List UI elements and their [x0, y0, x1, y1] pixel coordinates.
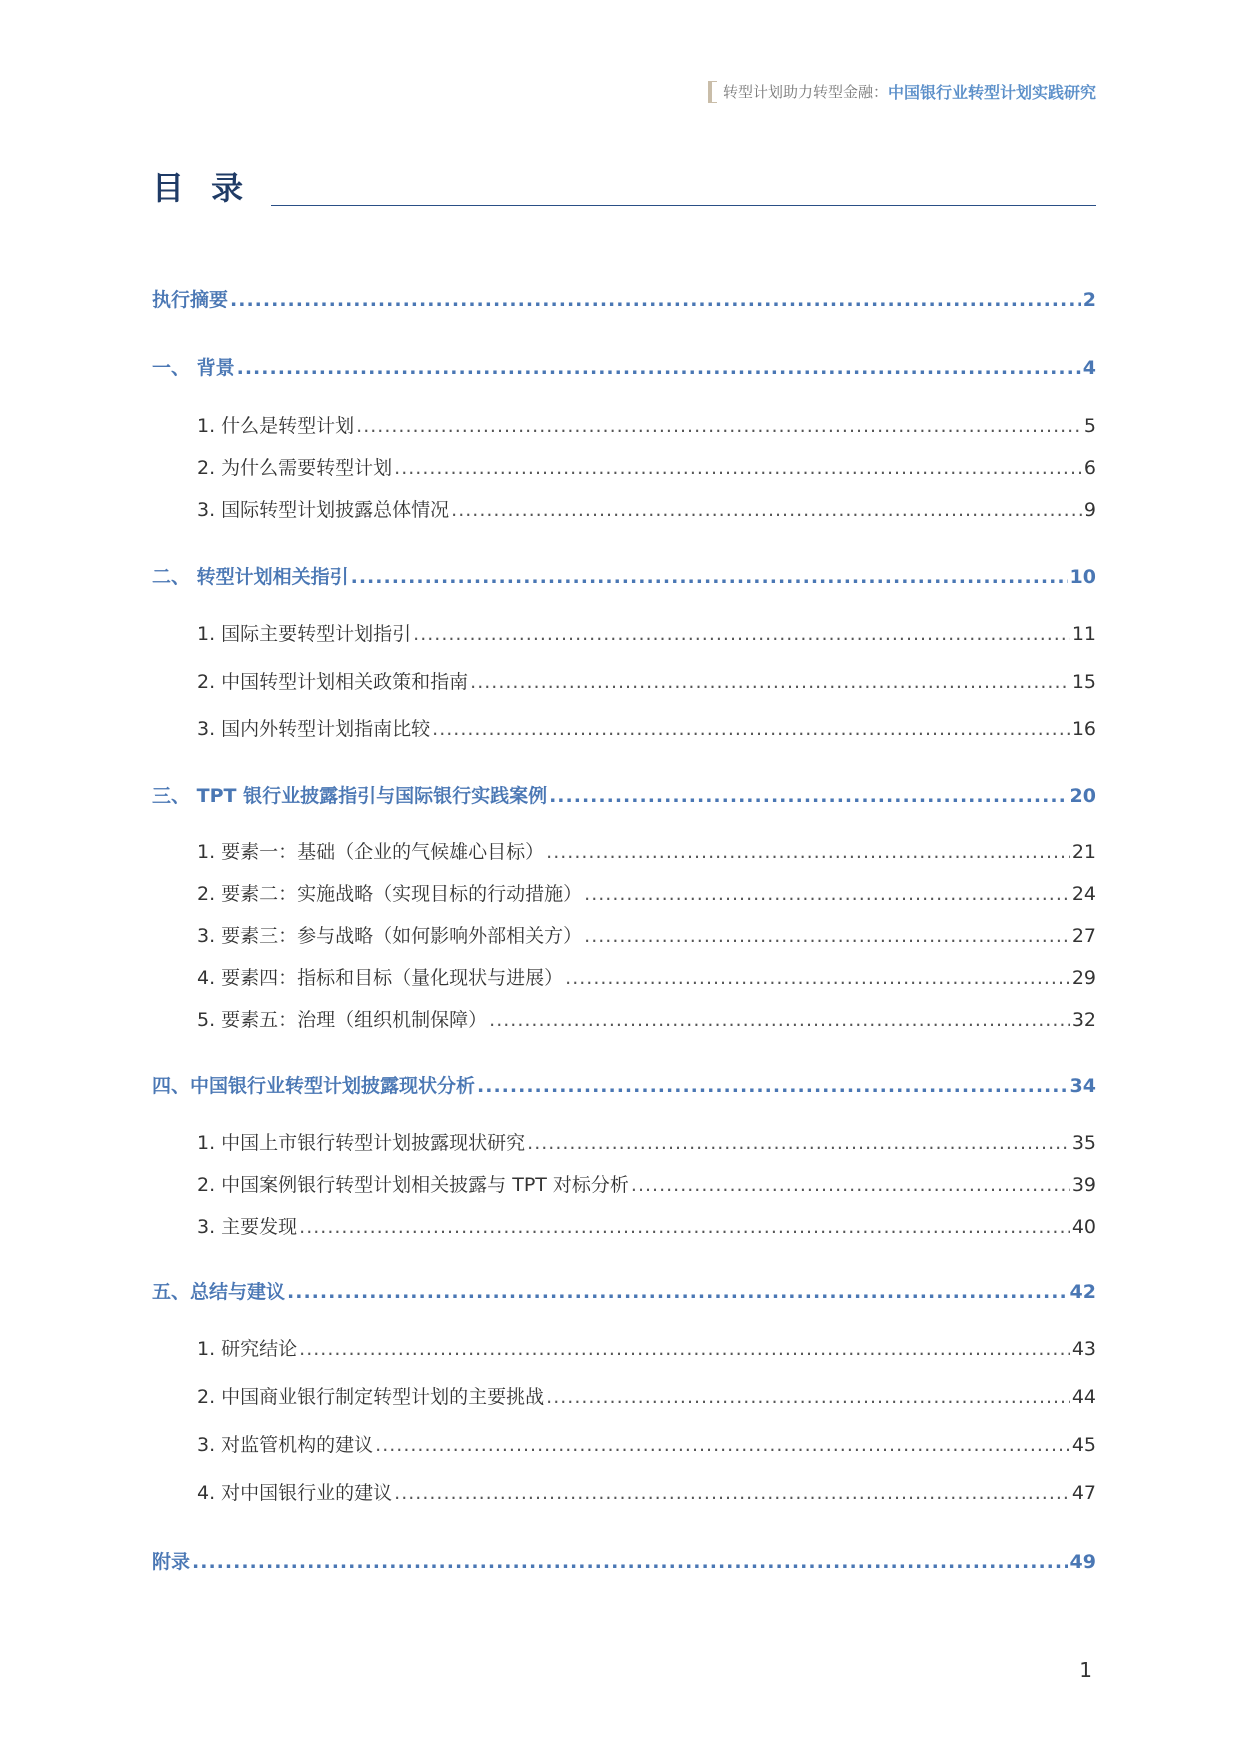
toc-leader-dots	[351, 566, 1068, 588]
toc-entry-label: 3. 国际转型计划披露总体情况	[197, 499, 450, 521]
toc-leader-dots	[192, 1551, 1068, 1573]
toc-entry[interactable]	[152, 781, 1096, 808]
toc-entry-label: 附录	[152, 1551, 191, 1573]
toc-entry-page: 2	[1082, 289, 1096, 311]
toc-entry-page: 21	[1071, 841, 1096, 863]
toc-leader-dots	[287, 1281, 1068, 1303]
toc-entry-page: 39	[1071, 1174, 1096, 1196]
toc-entry[interactable]	[197, 1334, 1096, 1361]
toc-leader-dots	[549, 785, 1067, 807]
toc-entry[interactable]	[197, 1478, 1096, 1505]
toc-entry-label: 1. 要素一：基础（企业的气候雄心目标）	[197, 841, 545, 863]
toc-entry-page: 42	[1069, 1281, 1096, 1303]
page-number: 1	[1079, 1658, 1092, 1682]
toc-entry[interactable]	[197, 495, 1096, 522]
header-right-text: 中国银行业转型计划实践研究	[887, 83, 1096, 102]
toc-entry-page: 32	[1071, 1009, 1096, 1031]
toc-entry-label: 1. 什么是转型计划	[197, 415, 355, 437]
toc-entry-page: 43	[1071, 1338, 1096, 1360]
toc-entry[interactable]	[197, 714, 1096, 741]
toc-leader-dots	[394, 1482, 1070, 1504]
toc-entry-page: 4	[1082, 357, 1096, 379]
toc-entry-page: 44	[1071, 1386, 1096, 1408]
toc-entry-page: 49	[1069, 1551, 1096, 1573]
toc-leader-dots	[413, 623, 1070, 645]
toc-entry-page: 20	[1069, 785, 1096, 807]
toc-entry-label: 3. 国内外转型计划指南比较	[197, 718, 431, 740]
toc-leader-dots	[451, 499, 1082, 521]
toc-entry-label: 三、 TPT 银行业披露指引与国际银行实践案例	[152, 785, 548, 807]
toc-entry[interactable]	[152, 353, 1096, 380]
toc-entry[interactable]	[197, 411, 1096, 438]
toc-entry[interactable]	[197, 1128, 1096, 1155]
toc-entry[interactable]	[197, 963, 1096, 990]
toc-entry-page: 47	[1071, 1482, 1096, 1504]
toc-entry-label: 一、 背景	[152, 357, 235, 379]
toc-entry[interactable]	[197, 453, 1096, 480]
toc-leader-dots	[230, 289, 1081, 311]
toc-entry[interactable]	[152, 285, 1096, 312]
toc-leader-dots	[489, 1009, 1070, 1031]
toc-leader-dots	[565, 967, 1070, 989]
title-underline	[271, 205, 1096, 206]
toc-entry-label: 2. 要素二：实施战略（实现目标的行动措施）	[197, 883, 583, 905]
toc-entry[interactable]	[197, 879, 1096, 906]
toc-entry-label: 4. 对中国银行业的建议	[197, 1482, 393, 1504]
toc-entry-page: 6	[1083, 457, 1096, 479]
toc-leader-dots	[432, 718, 1070, 740]
toc-entry-page: 29	[1071, 967, 1096, 989]
running-header	[708, 80, 1096, 103]
toc-entry-label: 3. 要素三：参与战略（如何影响外部相关方）	[197, 925, 583, 947]
toc-entry[interactable]	[152, 1071, 1096, 1098]
toc-entry-label: 3. 主要发现	[197, 1216, 298, 1238]
toc-entry[interactable]	[197, 1382, 1096, 1409]
toc-entry-page: 45	[1071, 1434, 1096, 1456]
toc-entry[interactable]	[197, 921, 1096, 948]
toc-entry[interactable]	[152, 562, 1096, 589]
toc-entry-page: 16	[1071, 718, 1096, 740]
toc-entry-label: 五、总结与建议	[152, 1281, 286, 1303]
toc-entry-label: 1. 国际主要转型计划指引	[197, 623, 412, 645]
toc-entry-label: 2. 中国商业银行制定转型计划的主要挑战	[197, 1386, 545, 1408]
toc-entry-page: 24	[1071, 883, 1096, 905]
toc-leader-dots	[375, 1434, 1070, 1456]
header-left-text: 转型计划助力转型金融：	[722, 83, 888, 101]
header-bracket-icon	[708, 81, 717, 103]
toc-leader-dots	[584, 883, 1070, 905]
toc-entry-label: 3. 对监管机构的建议	[197, 1434, 374, 1456]
toc-leader-dots	[527, 1132, 1070, 1154]
toc-entry-page: 40	[1071, 1216, 1096, 1238]
toc-title-row	[152, 168, 1096, 208]
toc-entry-page: 10	[1069, 566, 1096, 588]
toc-entry-label: 4. 要素四：指标和目标（量化现状与进展）	[197, 967, 564, 989]
toc-entry-page: 15	[1071, 671, 1096, 693]
toc-entry[interactable]	[152, 1547, 1096, 1574]
toc-entry-label: 四、中国银行业转型计划披露现状分析	[152, 1075, 476, 1097]
toc-entry-label: 执行摘要	[152, 289, 229, 311]
toc-entry[interactable]	[152, 1277, 1096, 1304]
toc-entry[interactable]	[197, 1170, 1096, 1197]
toc-entry-page: 11	[1071, 623, 1096, 645]
toc-entry-page: 9	[1083, 499, 1096, 521]
toc-entry[interactable]	[197, 1005, 1096, 1032]
toc-leader-dots	[356, 415, 1082, 437]
toc-leader-dots	[394, 457, 1082, 479]
toc-entry-page: 5	[1083, 415, 1096, 437]
toc-entry-page: 27	[1071, 925, 1096, 947]
toc-leader-dots	[584, 925, 1070, 947]
page-title: 目 录	[152, 169, 252, 207]
toc-entry[interactable]	[197, 1430, 1096, 1457]
toc-leader-dots	[477, 1075, 1068, 1097]
toc-leader-dots	[470, 671, 1070, 693]
toc-entry[interactable]	[197, 837, 1096, 864]
toc-leader-dots	[546, 1386, 1070, 1408]
toc-leader-dots	[631, 1174, 1070, 1196]
toc-entry-label: 2. 中国案例银行转型计划相关披露与 TPT 对标分析	[197, 1174, 629, 1196]
toc-entry-page: 34	[1069, 1075, 1096, 1097]
toc-entry-label: 2. 中国转型计划相关政策和指南	[197, 671, 469, 693]
toc-leader-dots	[299, 1338, 1070, 1360]
toc-entry-label: 二、 转型计划相关指引	[152, 566, 349, 588]
toc-entry-label: 2. 为什么需要转型计划	[197, 457, 393, 479]
toc-entry[interactable]	[197, 619, 1096, 646]
toc-entry-page: 35	[1071, 1132, 1096, 1154]
toc-leader-dots	[546, 841, 1070, 863]
toc-entry-label: 1. 中国上市银行转型计划披露现状研究	[197, 1132, 526, 1154]
toc-leader-dots	[237, 357, 1081, 379]
toc-entry-label: 5. 要素五：治理（组织机制保障）	[197, 1009, 488, 1031]
toc-entry[interactable]	[197, 1212, 1096, 1239]
toc-entry[interactable]	[197, 667, 1096, 694]
toc-leader-dots	[299, 1216, 1070, 1238]
toc-entry-label: 1. 研究结论	[197, 1338, 298, 1360]
